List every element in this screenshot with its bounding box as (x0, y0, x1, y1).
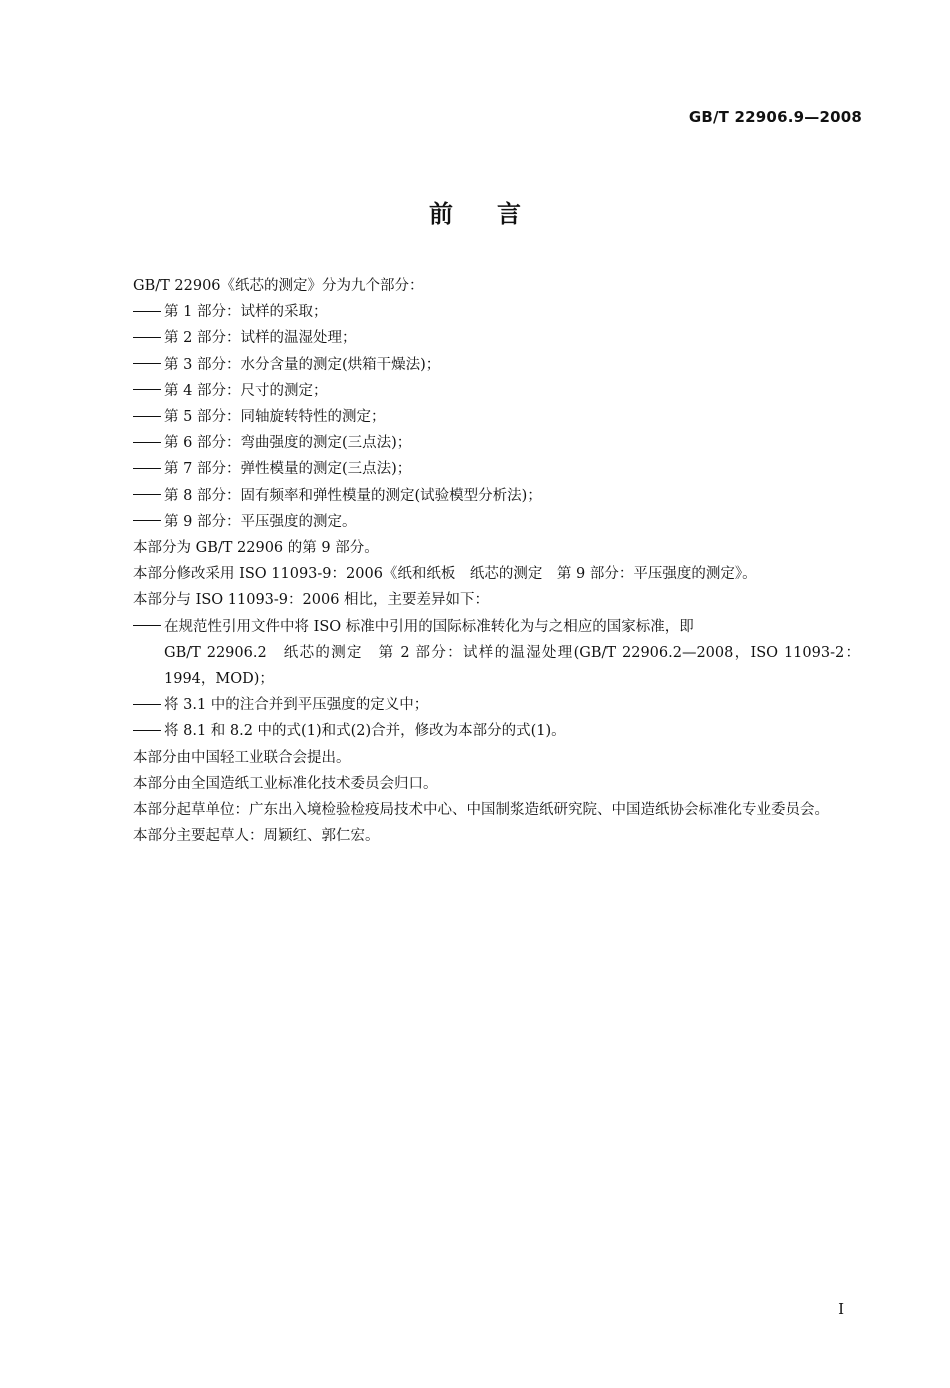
list-item-text: 第 4 部分：尺寸的测定； (164, 382, 328, 399)
dash-mark (133, 494, 161, 495)
list-item-text: 第 9 部分：平压强度的测定。 (164, 513, 357, 530)
list-item-text: 第 7 部分：弹性模量的测定(三点法)； (164, 461, 412, 478)
dash-mark (133, 363, 161, 364)
difference-item-text: 在规范性引用文件中将 ISO 标准中引用的国际标准转化为与之相应的国家标准，即 (164, 618, 694, 635)
list-item (90, 430, 860, 456)
drafters-paragraph: 本部分主要起草人：周颖红、郭仁宏。 (133, 828, 380, 845)
list-item (90, 404, 860, 430)
list-item-text: 第 3 部分：水分含量的测定(烘箱干燥法)； (164, 356, 441, 373)
list-item (90, 483, 860, 509)
dash-mark (133, 704, 161, 705)
list-item-text: 第 1 部分：试样的采取； (164, 304, 328, 321)
difference-item-text: 将 3.1 中的注合并到平压强度的定义中； (164, 697, 429, 714)
list-item-text: 第 8 部分：固有频率和弹性模量的测定(试验模型分析法)； (164, 487, 542, 504)
this-part-paragraph: 本部分为 GB/T 22906 的第 9 部分。 (133, 540, 379, 557)
list-item (90, 378, 860, 404)
list-item (90, 352, 860, 378)
differences-intro-paragraph: 本部分与 ISO 11093-9：2006 相比，主要差异如下： (133, 592, 490, 609)
dash-mark (133, 625, 161, 626)
list-item-text: 第 2 部分：试样的温湿处理； (164, 330, 357, 347)
dash-mark (133, 730, 161, 731)
dash-mark (133, 337, 161, 338)
dash-mark (133, 442, 161, 443)
difference-item (90, 614, 860, 693)
page-title: 前言 (429, 200, 565, 228)
dash-mark (133, 311, 161, 312)
dash-mark (133, 416, 161, 417)
adoption-paragraph: 本部分修改采用 ISO 11093-9：2006《纸和纸板 纸芯的测定 第 9 部分：平压强度的测定》。 (133, 566, 757, 583)
foreword-body (90, 273, 860, 849)
list-item-text: 第 6 部分：弯曲强度的测定(三点法)； (164, 435, 412, 452)
dash-mark (133, 389, 161, 390)
list-item (90, 299, 860, 325)
difference-item-continuation: GB/T 22906.2 纸芯的测定 第 2 部分：试样的温湿处理(GB/T 22906.2—2008，ISO 11093-2：1994，MOD)； (164, 644, 860, 688)
difference-item (90, 718, 860, 744)
dash-mark (133, 520, 161, 521)
list-item (90, 325, 860, 351)
proposed-by-paragraph: 本部分由中国轻工业联合会提出。 (133, 749, 351, 766)
page-number: I (838, 1300, 844, 1318)
difference-item (90, 692, 860, 718)
intro-paragraph: GB/T 22906《纸芯的测定》分为九个部分： (133, 278, 424, 294)
list-item (90, 456, 860, 482)
standard-number: GB/T 22906.9—2008 (688, 108, 862, 126)
centralized-by-paragraph: 本部分由全国造纸工业标准化技术委员会归口。 (133, 775, 438, 792)
dash-mark (133, 468, 161, 469)
list-item (90, 509, 860, 535)
drafting-units-paragraph: 本部分起草单位：广东出入境检验检疫局技术中心、中国制浆造纸研究院、中国造纸协会标准化专业委员会。 (133, 802, 829, 819)
difference-item-text: 将 8.1 和 8.2 中的式(1)和式(2)合并，修改为本部分的式(1)。 (164, 723, 566, 740)
list-item-text: 第 5 部分：同轴旋转特性的测定； (164, 409, 386, 426)
